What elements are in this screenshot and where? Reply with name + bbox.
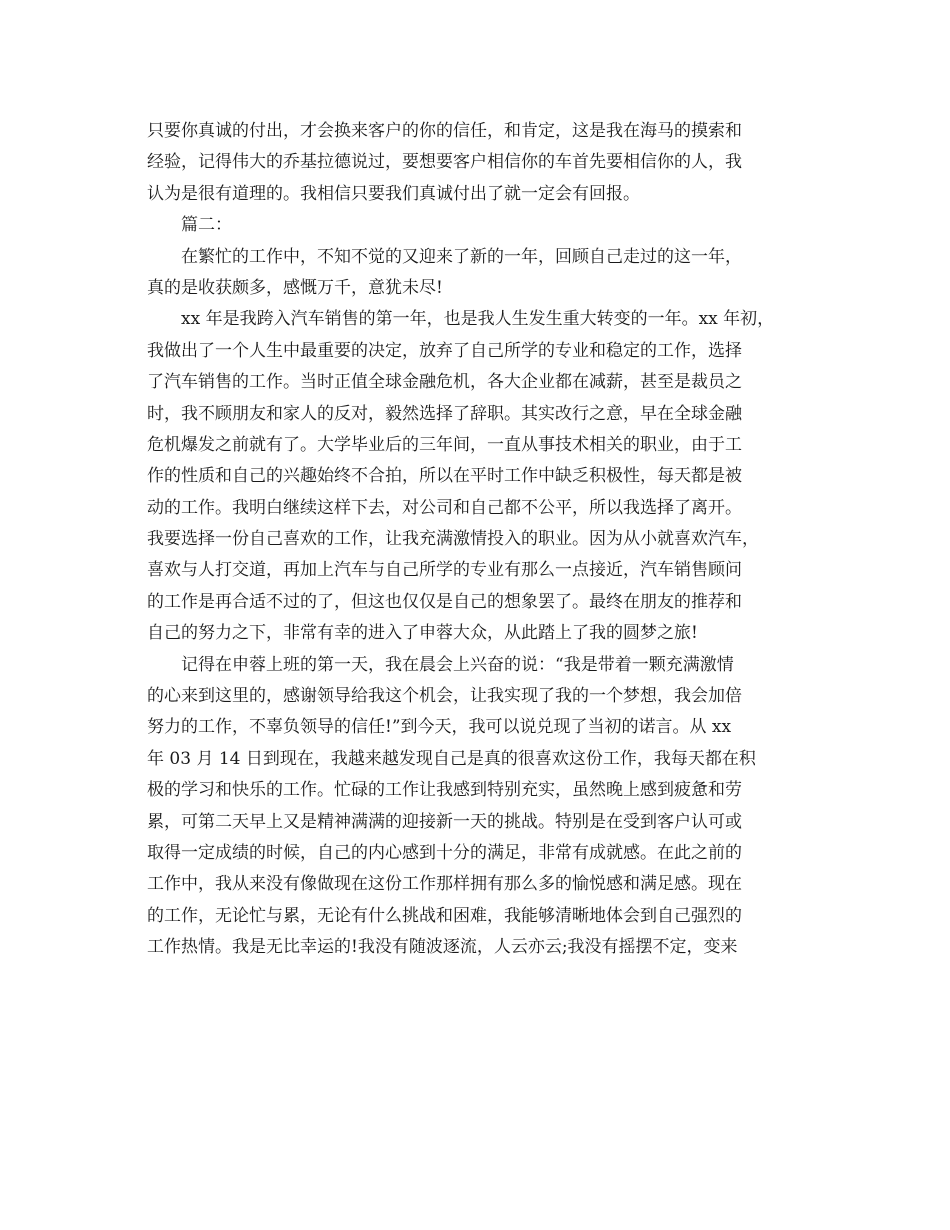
text-line: 我做出了一个人生中最重要的决定，放弃了自己所学的专业和稳定的工作，选择 [147, 340, 742, 361]
text-line: 作的性质和自己的兴趣始终不合拍，所以在平时工作中缺乏积极性，每天都是被 [147, 466, 742, 487]
paragraph-first-line: 在繁忙的工作中，不知不觉的又迎来了新的一年，回顾自己走过的这一年， [181, 246, 742, 267]
text-line: 努力的工作，不辜负领导的信任!”到今天，我可以说兑现了当初的诺言。从 xx [147, 717, 732, 738]
text-line: 自己的努力之下，非常有幸的进入了申蓉大众，从此踏上了我的圆梦之旅! [147, 623, 698, 644]
document-body [147, 116, 807, 964]
text-line: 我要选择一份自己喜欢的工作，让我充满激情投入的职业。因为从小就喜欢汽车， [147, 529, 759, 550]
text-line: 时，我不顾朋友和家人的反对，毅然选择了辞职。其实改行之意，早在全球金融 [147, 403, 742, 424]
text-line: 了汽车销售的工作。当时正值全球金融危机，各大企业都在减薪，甚至是裁员之 [147, 372, 742, 393]
text-line: 动的工作。我明白继续这样下去，对公司和自己都不公平，所以我选择了离开。 [147, 497, 742, 518]
paragraph-first-line: xx 年是我跨入汽车销售的第一年，也是我人生发生重大转变的一年。xx 年初， [181, 309, 775, 330]
text-line: 只要你真诚的付出，才会换来客户的你的信任，和肯定，这是我在海马的摸索和 [147, 121, 742, 141]
text-line: 的工作，无论忙与累，无论有什么挑战和困难，我能够清晰地体会到自己强烈的 [147, 905, 742, 926]
paragraph-first-line: 记得在申蓉上班的第一天，我在晨会上兴奋的说：“我是带着一颗充满激情 [181, 654, 734, 675]
text-line: 喜欢与人打交道，再加上汽车与自己所学的专业有那么一点接近，汽车销售顾问 [147, 560, 742, 581]
text-line: 的心来到这里的，感谢领导给我这个机会，让我实现了我的一个梦想，我会加倍 [147, 686, 742, 707]
text-line: 累，可第二天早上又是精神满满的迎接新一天的挑战。特别是在受到客户认可或 [147, 811, 742, 832]
text-line: 极的学习和快乐的工作。忙碌的工作让我感到特别充实，虽然晚上感到疲惫和劳 [147, 780, 742, 801]
text-line: 认为是很有道理的。我相信只要我们真诚付出了就一定会有回报。 [147, 183, 640, 204]
text-line: 工作热情。我是无比幸运的!我没有随波逐流，人云亦云;我没有摇摆不定，变来 [147, 937, 738, 958]
text-line: 的工作是再合适不过的了，但这也仅仅是自己的想象罢了。最终在朋友的推荐和 [147, 591, 742, 612]
text-line: 经验，记得伟大的乔基拉德说过，要想要客户相信你的车首先要相信你的人，我 [147, 152, 742, 173]
text-line: 取得一定成绩的时候，自己的内心感到十分的满足，非常有成就感。在此之前的 [147, 842, 742, 863]
text-line: 工作中，我从来没有像做现在这份工作那样拥有那么多的愉悦感和满足感。现在 [147, 874, 742, 895]
paragraph-first-line: 篇二： [181, 215, 232, 236]
text-line: 危机爆发之前就有了。大学毕业后的三年间，一直从事技术相关的职业，由于工 [147, 434, 742, 455]
text-line: 真的是收获颇多，感慨万千，意犹未尽! [147, 277, 443, 298]
text-line: 年 03 月 14 日到现在，我越来越发现自己是真的很喜欢这份工作，我每天都在积 [147, 748, 756, 769]
